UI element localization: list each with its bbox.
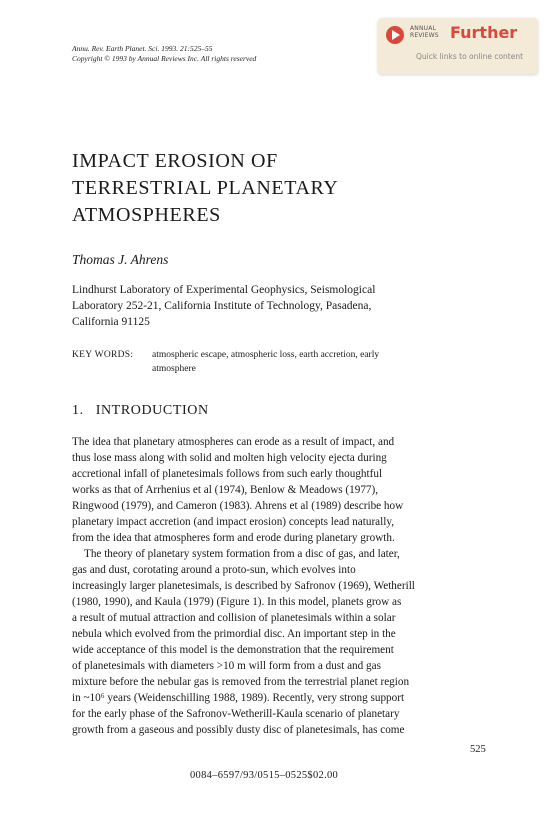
body-line: (1980, 1990), and Kaula (1979) (Figure 1). In this model, planets grow as	[72, 596, 402, 608]
body-text	[72, 434, 490, 738]
body-line: from the idea that atmospheres form and erode during planetary growth.	[72, 532, 395, 544]
author-affiliation	[72, 282, 375, 330]
body-line: a result of mutual attraction and collision of planetesimals within a solar	[72, 612, 396, 624]
article-title	[72, 148, 492, 229]
body-line: growth from a gaseous and possibly dusty disc of planetesimals, has come	[72, 724, 405, 736]
body-line: thus lose mass along with solid and molten high velocity ejecta during	[72, 452, 387, 464]
body-line: for the early phase of the Safronov-Wetherill-Kaula scenario of planetary	[72, 708, 400, 720]
keywords-line: atmospheric escape, atmospheric loss, earth accretion, early	[152, 350, 380, 360]
body-line: works as that of Arrhenius et al (1974), Benlow & Meadows (1977),	[72, 484, 379, 496]
title-line: TERRESTRIAL PLANETARY	[72, 177, 339, 199]
body-line: Ringwood (1979), and Cameron (1983). Ahrens et al (1989) describe how	[72, 500, 404, 512]
section-number: 1.	[72, 403, 84, 418]
body-line: nebula which evolved from the primordial disc. An important step in the	[72, 628, 396, 640]
copyright-notice: Copyright © 1993 by Annual Reviews Inc. All rights reserved	[72, 54, 257, 63]
body-line: of planetesimals with diameters >10 m will form from a dust and gas	[72, 660, 381, 672]
journal-reference: Annu. Rev. Earth Planet. Sci. 1993. 21:525–55	[72, 44, 213, 53]
body-line: in ~10⁶ years (Weidenschilling 1988, 1989). Recently, very strong support	[72, 692, 405, 704]
badge-further-label: Further	[450, 23, 518, 42]
page-number: 525	[470, 744, 486, 755]
badge-publisher	[410, 25, 439, 39]
journal-citation	[72, 44, 256, 64]
affiliation-line: California 91125	[72, 316, 150, 328]
annual-reviews-logo-icon	[386, 26, 404, 44]
body-line: increasingly larger planetesimals, is described by Safronov (1969), Wetherill	[72, 580, 415, 592]
keywords-list	[152, 348, 490, 376]
section-heading	[72, 403, 221, 419]
body-line: accretional infall of planetesimals follows from such early thoughtful	[72, 468, 383, 480]
body-line: The idea that planetary atmospheres can erode as a result of impact, and	[72, 436, 395, 448]
body-line: The theory of planetary system formation from a disc of gas, and later,	[84, 548, 400, 560]
article-author: Thomas J. Ahrens	[72, 252, 169, 267]
badge-publisher-line2: REVIEWS	[410, 32, 439, 39]
title-line: ATMOSPHERES	[72, 204, 221, 226]
body-line: planetary impact accretion (and impact erosion) concepts lead naturally,	[72, 516, 395, 528]
footer-price-code: 0084–6597/93/0515–0525$02.00	[190, 770, 339, 781]
section-title: INTRODUCTION	[95, 403, 209, 418]
affiliation-line: Laboratory 252-21, California Institute of Technology, Pasadena,	[72, 300, 372, 312]
annual-reviews-further-badge[interactable]	[378, 18, 538, 74]
keywords-line: atmosphere	[152, 364, 196, 374]
affiliation-line: Lindhurst Laboratory of Experimental Geophysics, Seismological	[72, 284, 376, 296]
body-line: gas and dust, corotating around a proto-sun, which evolves into	[72, 564, 356, 576]
keywords-label: KEY WORDS:	[72, 350, 134, 360]
body-line: wide acceptance of this model is the demonstration that the requirement	[72, 644, 394, 656]
body-line: mixture before the nebular gas is removed from the terrestrial planet region	[72, 676, 410, 688]
title-line: IMPACT EROSION OF	[72, 150, 278, 172]
badge-publisher-line1: ANNUAL	[410, 25, 437, 32]
badge-tagline: Quick links to online content	[416, 52, 524, 61]
